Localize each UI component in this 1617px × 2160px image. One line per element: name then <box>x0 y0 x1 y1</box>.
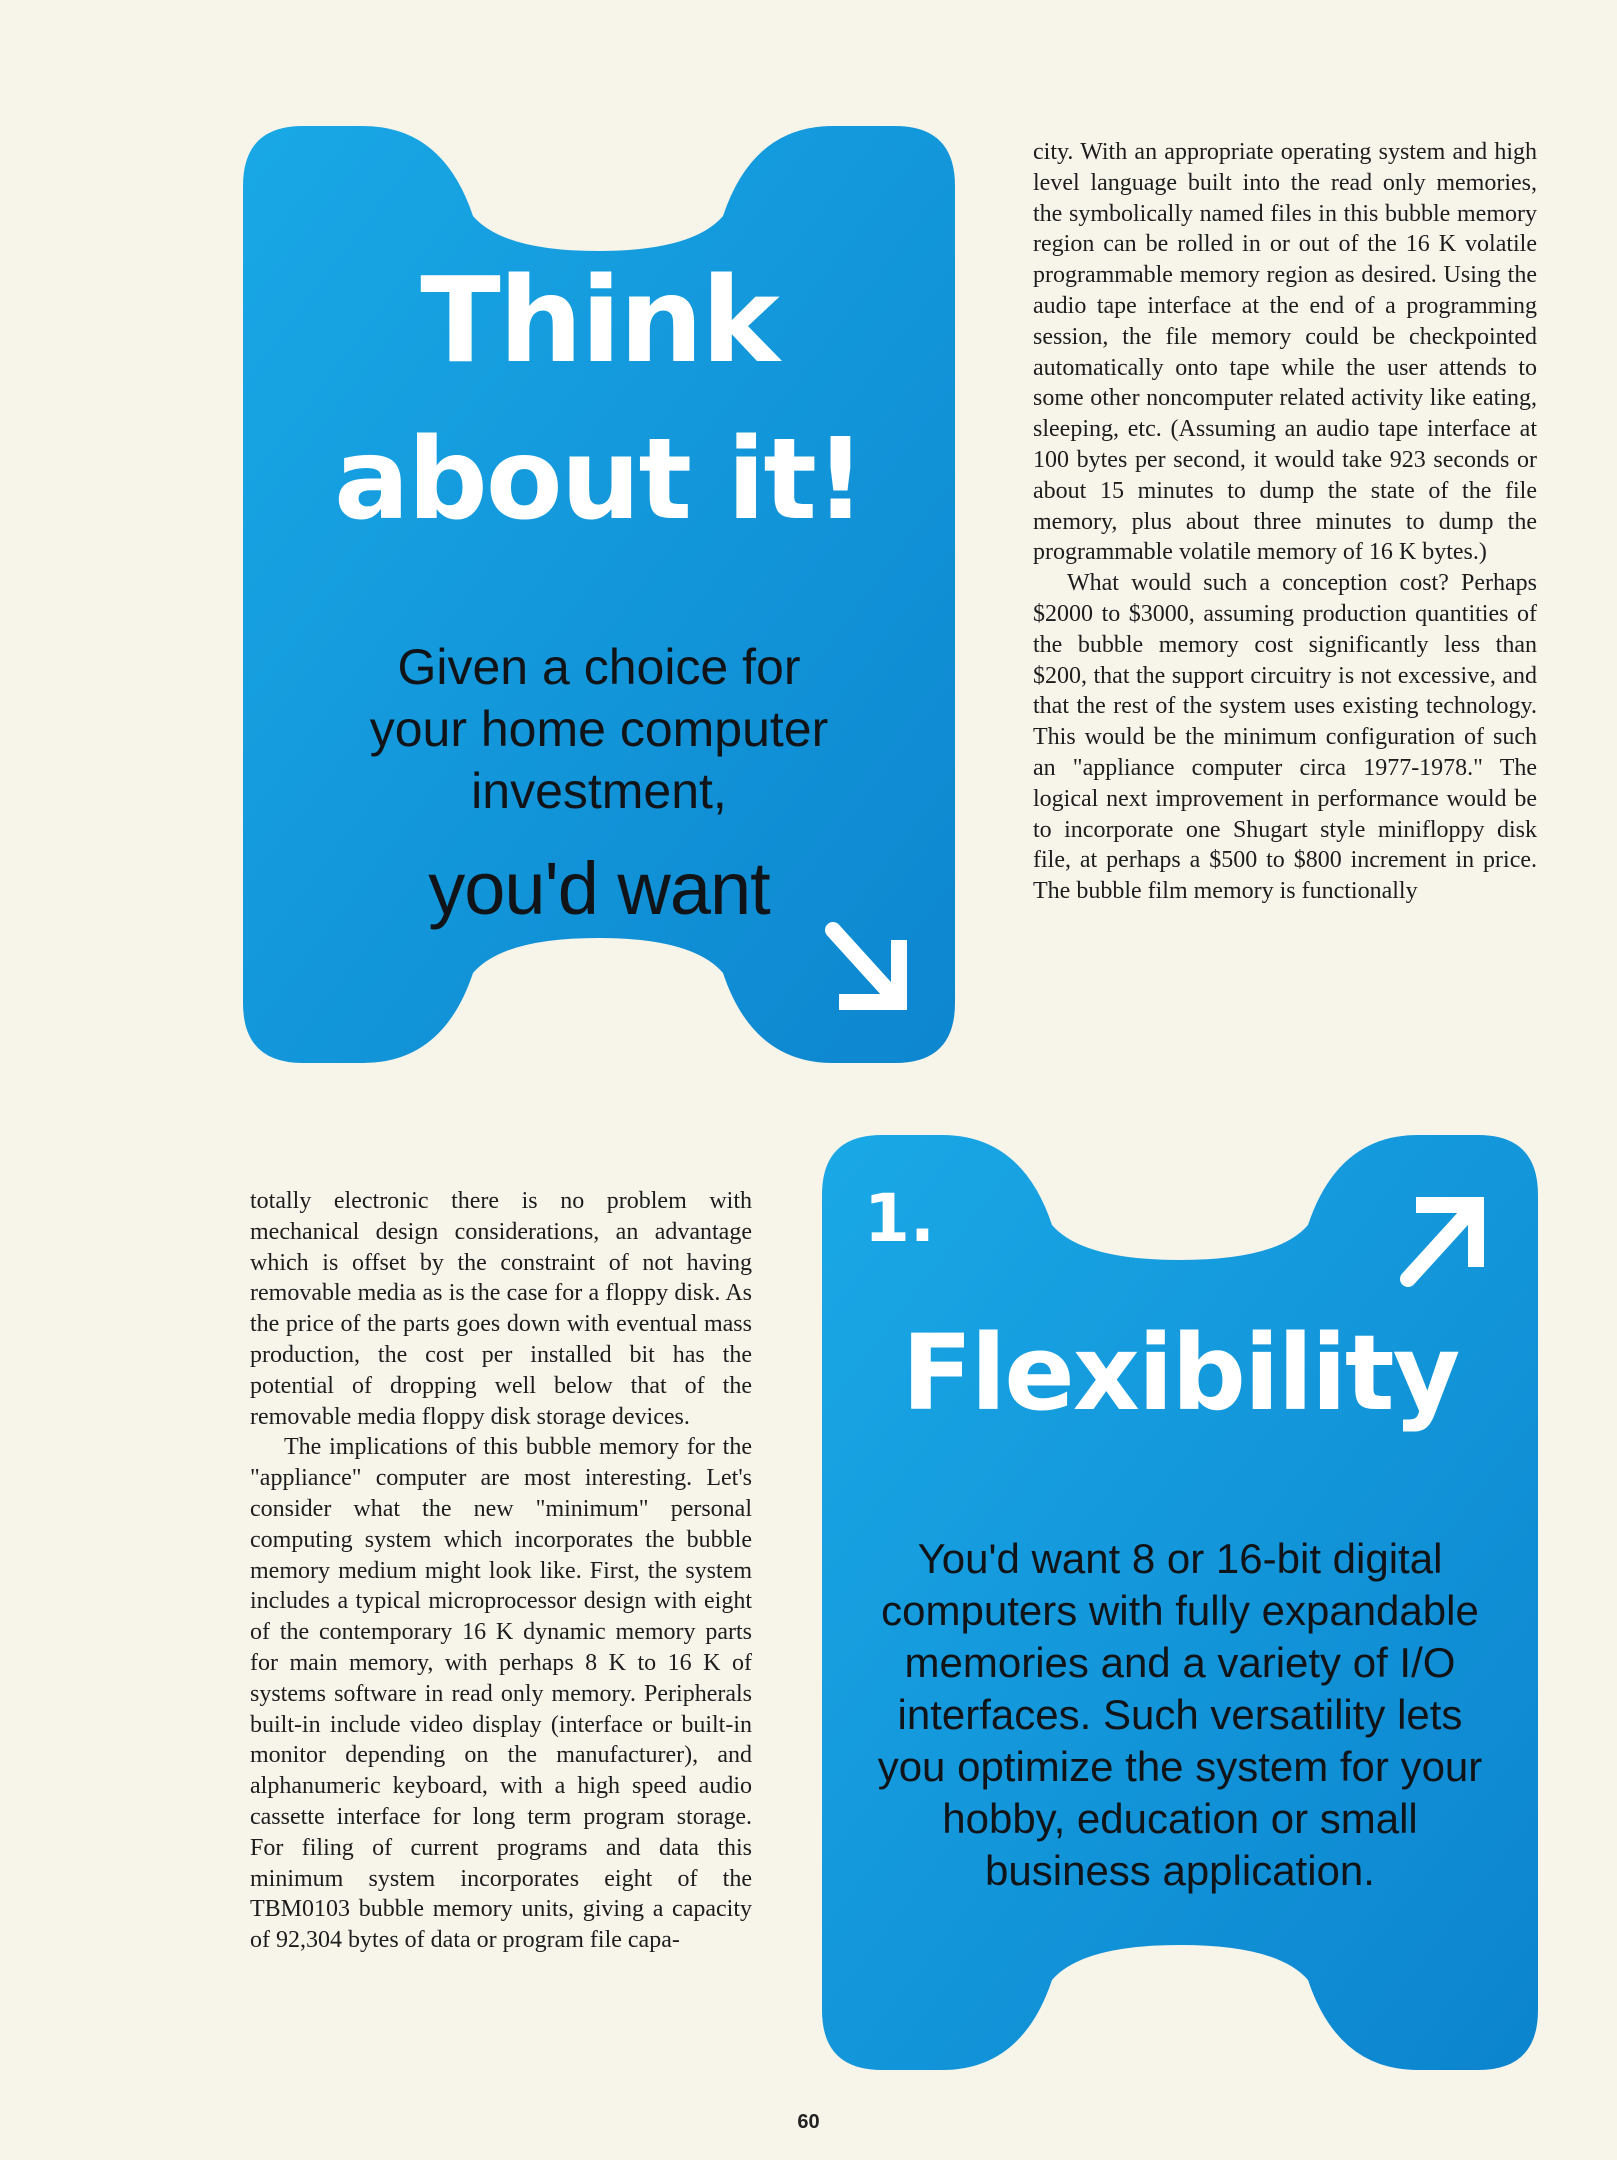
article-column-left <box>250 1186 752 1956</box>
headline-flexibility: Flexibility <box>901 1312 1459 1434</box>
ad-emphasis: you'd want <box>428 847 770 930</box>
flexibility-ad-content <box>822 1135 1538 2070</box>
ad-body-line: business application. <box>985 1847 1375 1894</box>
ad-body-line-2: your home computer <box>369 701 829 757</box>
headline-about-it: about it! <box>334 415 864 545</box>
think-about-it-ad-content <box>243 126 955 1063</box>
ad-body-line: memories and a variety of I/O <box>904 1639 1456 1686</box>
ad-body-line: hobby, education or small <box>942 1795 1418 1842</box>
headline-think: Think <box>420 251 778 389</box>
article-paragraph: What would such a conception cost? Perhaps $2000 to $3000, assuming production quantities of the bubble memory cost significantly less than $200, that the support circuitry is not excessive, and that the rest of the system uses existing technology. This would be the minimum configuration of such an "appliance computer circa 1977-1978." The logical next improvement in performance would be to incorporate one Shugart style minifloppy disk file, at perhaps a $500 to $800 increment in price. The bubble film memory is functionally <box>1033 570 1537 905</box>
ad-body-line: you optimize the system for your <box>877 1743 1483 1790</box>
ad-body-line-1: Given a choice for <box>397 639 801 695</box>
ad-body-line: computers with fully expandable <box>881 1587 1479 1634</box>
ad-body-line: interfaces. Such versatility lets <box>897 1691 1463 1738</box>
arrow-down-right-icon <box>819 916 911 1016</box>
article-paragraph: totally electronic there is no problem with mechanical design considerations, an advantage which is offset by the constraint of not having removable media as is the case for a floppy disk. As the price of the parts goes down with eventual mass production, the cost per installed bit has the potential of dropping well below that of the removable media floppy disk storage devices. <box>250 1188 752 1430</box>
article-paragraph: The implications of this bubble memory for the "appliance" computer are most interesting. Let's consider what the new "minimum" personal computing system which incorporates the bubble memory medium might look like. First, the system includes a typical microprocessor design with eight of the contemporary 16 K dynamic memory parts for main memory, with perhaps 8 K to 16 K of systems software in read only memory. Peripherals built-in include video display (interface or built-in monitor depending on the manufacturer), and alphanumeric keyboard, with a high speed audio cassette interface for long term program storage. For filing of current programs and data this minimum system incorporates eight of the TBM0103 bubble memory units, giving a capacity of 92,304 bytes of data or program file capa- <box>250 1434 752 1954</box>
article-paragraph: city. With an appropriate operating system and high level language built into the read only memories, the symbolically named files in this bubble memory region can be rolled in or out of the 16 K volatile programmable memory region as desired. Using the audio tape interface at the end of a programming session, the file memory could be checkpointed automatically onto tape while the user attends to some other noncomputer related activity like eating, sleeping, etc. (Assuming an audio tape interface at 100 bytes per second, it would take 923 seconds or about 15 minutes to dump the state of the file memory, plus about three minutes to dump the programmable volatile memory of 16 K bytes.) <box>1033 139 1537 566</box>
arrow-up-right-icon <box>1390 1187 1490 1297</box>
ad-body <box>822 1533 1538 1897</box>
ad-body-line-3: investment, <box>471 763 727 819</box>
article-column-right <box>1033 137 1537 907</box>
page-number: 60 <box>797 2111 820 2133</box>
feature-number: 1. <box>864 1180 935 1257</box>
ad-body-line: You'd want 8 or 16-bit digital <box>917 1535 1443 1582</box>
